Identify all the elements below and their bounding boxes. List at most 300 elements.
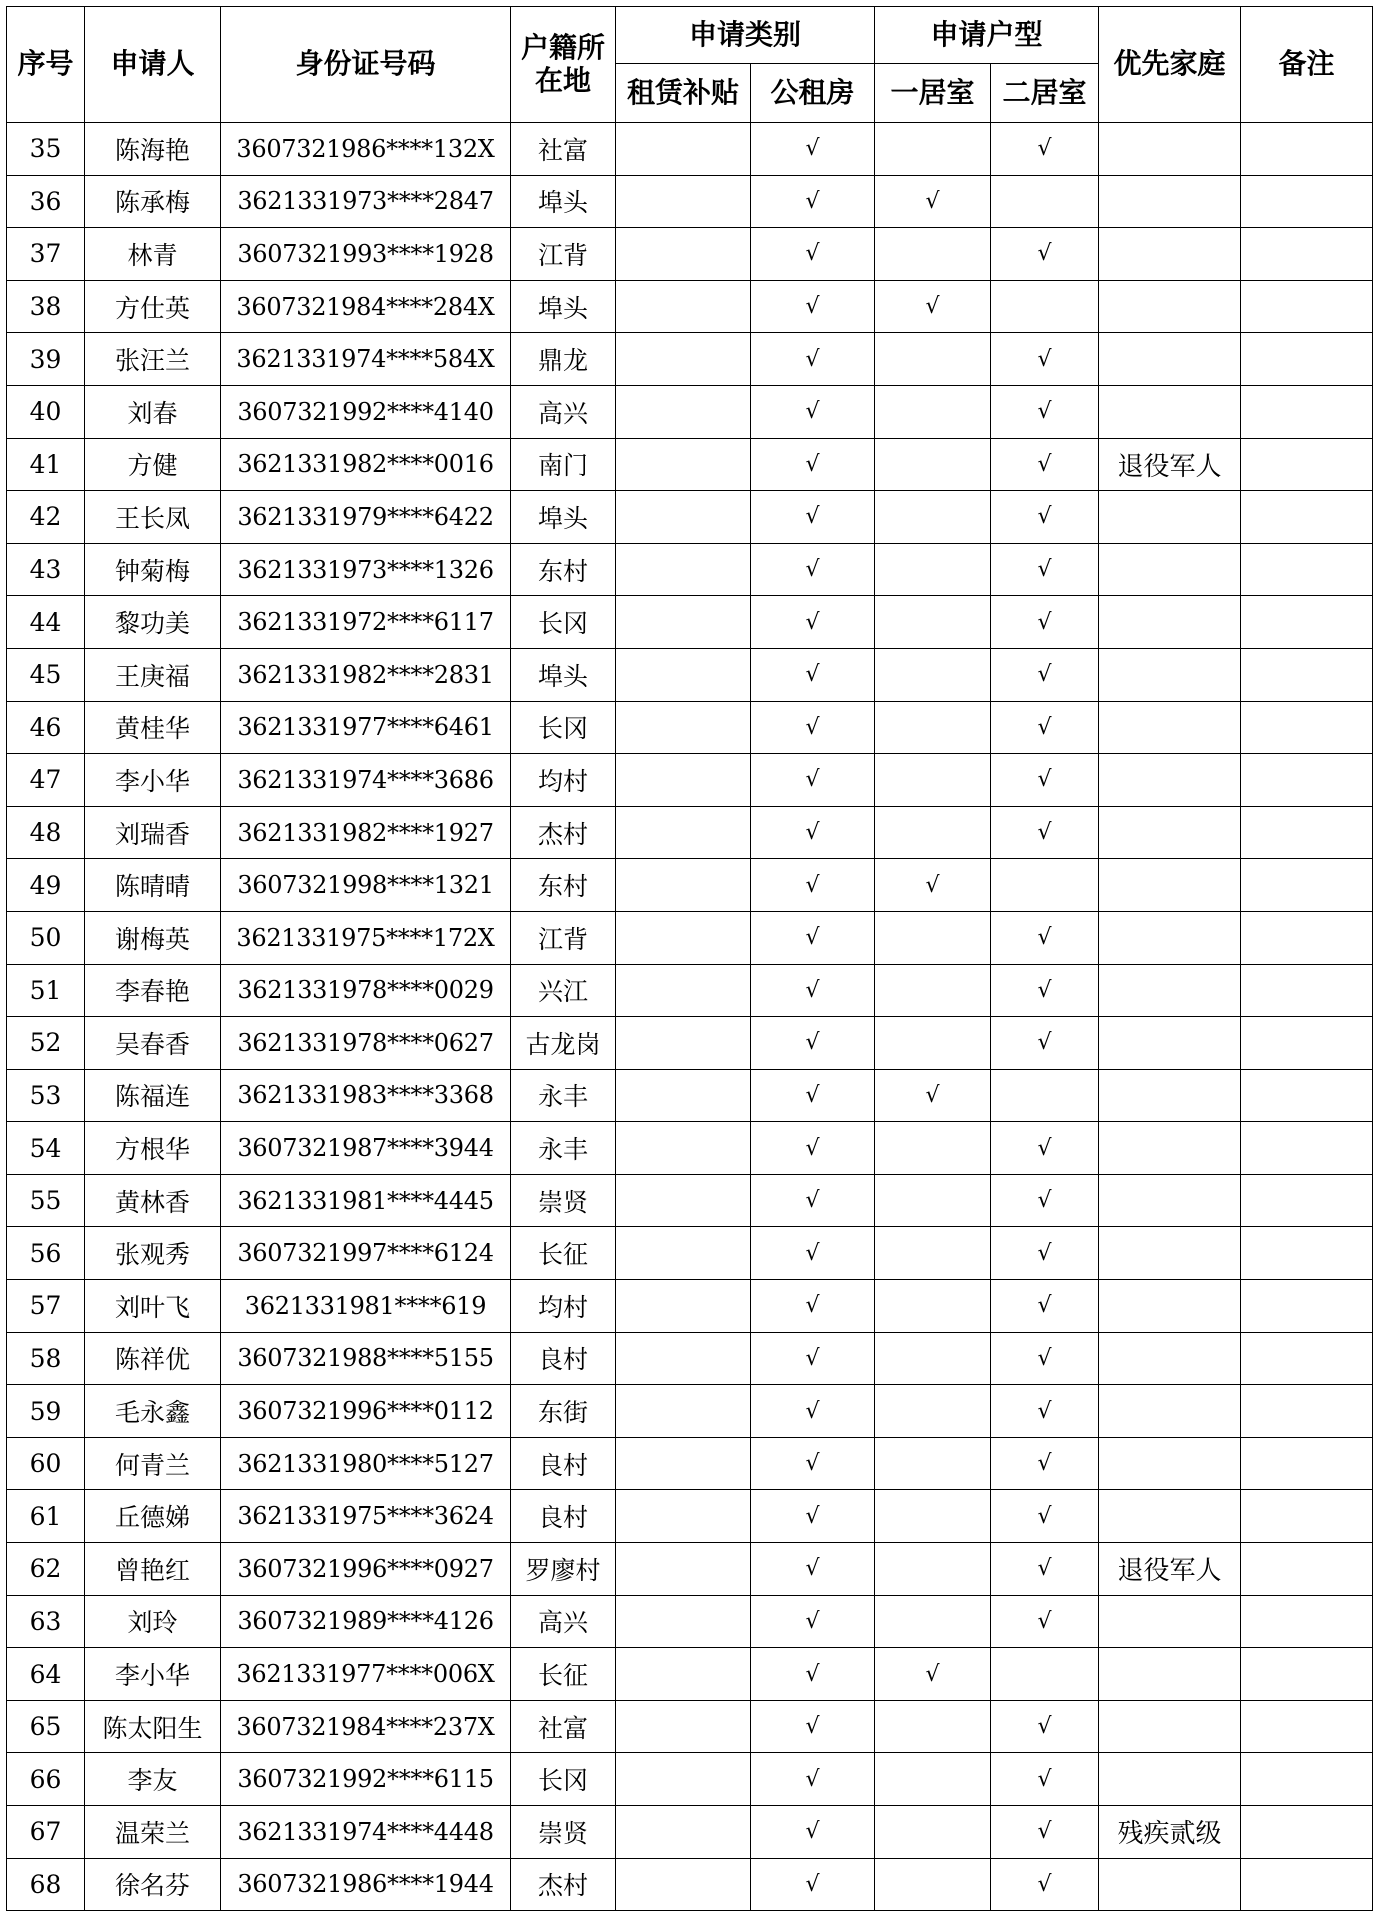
cell-id-number: 3621331978****0029 bbox=[221, 964, 511, 1017]
cell-seq: 53 bbox=[7, 1069, 85, 1122]
cell-residence: 崇贤 bbox=[511, 1174, 616, 1227]
cell-two-bedroom: √ bbox=[991, 1017, 1099, 1070]
cell-applicant: 刘春 bbox=[85, 385, 221, 438]
cell-priority bbox=[1099, 385, 1241, 438]
cell-priority bbox=[1099, 333, 1241, 386]
cell-two-bedroom: √ bbox=[991, 1753, 1099, 1806]
cell-two-bedroom: √ bbox=[991, 1122, 1099, 1175]
cell-rent-subsidy bbox=[616, 648, 751, 701]
cell-residence: 良村 bbox=[511, 1332, 616, 1385]
cell-two-bedroom: √ bbox=[991, 1858, 1099, 1911]
cell-residence: 社富 bbox=[511, 1700, 616, 1753]
cell-rent-subsidy bbox=[616, 1543, 751, 1596]
cell-residence: 兴江 bbox=[511, 964, 616, 1017]
cell-priority bbox=[1099, 1595, 1241, 1648]
cell-applicant: 林青 bbox=[85, 228, 221, 281]
cell-applicant: 刘叶飞 bbox=[85, 1280, 221, 1333]
cell-priority: 退役军人 bbox=[1099, 438, 1241, 491]
cell-rent-subsidy bbox=[616, 1753, 751, 1806]
cell-remarks bbox=[1241, 280, 1373, 333]
cell-two-bedroom: √ bbox=[991, 964, 1099, 1017]
cell-applicant: 方仕英 bbox=[85, 280, 221, 333]
cell-one-bedroom bbox=[875, 596, 991, 649]
cell-id-number: 3607321986****1944 bbox=[221, 1858, 511, 1911]
cell-remarks bbox=[1241, 1490, 1373, 1543]
cell-priority bbox=[1099, 964, 1241, 1017]
cell-priority bbox=[1099, 648, 1241, 701]
cell-one-bedroom: √ bbox=[875, 859, 991, 912]
cell-residence: 东村 bbox=[511, 859, 616, 912]
cell-residence: 杰村 bbox=[511, 806, 616, 859]
cell-applicant: 李春艳 bbox=[85, 964, 221, 1017]
cell-applicant: 曾艳红 bbox=[85, 1543, 221, 1596]
cell-public-housing: √ bbox=[751, 1648, 875, 1701]
cell-priority bbox=[1099, 228, 1241, 281]
cell-remarks bbox=[1241, 491, 1373, 544]
cell-two-bedroom: √ bbox=[991, 806, 1099, 859]
cell-rent-subsidy bbox=[616, 385, 751, 438]
cell-one-bedroom bbox=[875, 806, 991, 859]
cell-remarks bbox=[1241, 385, 1373, 438]
cell-seq: 57 bbox=[7, 1280, 85, 1333]
cell-rent-subsidy bbox=[616, 333, 751, 386]
cell-applicant: 陈晴晴 bbox=[85, 859, 221, 912]
table-row bbox=[7, 806, 1373, 859]
cell-one-bedroom bbox=[875, 1122, 991, 1175]
cell-residence: 长冈 bbox=[511, 701, 616, 754]
cell-residence: 良村 bbox=[511, 1490, 616, 1543]
cell-seq: 46 bbox=[7, 701, 85, 754]
cell-public-housing: √ bbox=[751, 754, 875, 807]
cell-public-housing: √ bbox=[751, 1753, 875, 1806]
cell-seq: 59 bbox=[7, 1385, 85, 1438]
cell-residence: 古龙岗 bbox=[511, 1017, 616, 1070]
table-row bbox=[7, 596, 1373, 649]
cell-residence: 长征 bbox=[511, 1227, 616, 1280]
cell-two-bedroom: √ bbox=[991, 1490, 1099, 1543]
cell-two-bedroom: √ bbox=[991, 491, 1099, 544]
table-row bbox=[7, 1227, 1373, 1280]
table-row bbox=[7, 1174, 1373, 1227]
cell-id-number: 3607321998****1321 bbox=[221, 859, 511, 912]
cell-remarks bbox=[1241, 1174, 1373, 1227]
cell-residence: 均村 bbox=[511, 1280, 616, 1333]
cell-one-bedroom bbox=[875, 1174, 991, 1227]
cell-one-bedroom bbox=[875, 543, 991, 596]
cell-rent-subsidy bbox=[616, 964, 751, 1017]
cell-id-number: 3621331981****619 bbox=[221, 1280, 511, 1333]
header-seq: 序号 bbox=[7, 7, 85, 123]
cell-public-housing: √ bbox=[751, 1595, 875, 1648]
cell-rent-subsidy bbox=[616, 1648, 751, 1701]
cell-priority bbox=[1099, 1858, 1241, 1911]
header-rent-subsidy: 租赁补贴 bbox=[616, 64, 751, 123]
cell-rent-subsidy bbox=[616, 1332, 751, 1385]
cell-public-housing: √ bbox=[751, 1437, 875, 1490]
cell-priority bbox=[1099, 1174, 1241, 1227]
cell-remarks bbox=[1241, 1385, 1373, 1438]
cell-public-housing: √ bbox=[751, 701, 875, 754]
cell-priority bbox=[1099, 1648, 1241, 1701]
cell-residence: 东村 bbox=[511, 543, 616, 596]
cell-residence: 长冈 bbox=[511, 596, 616, 649]
cell-priority bbox=[1099, 1069, 1241, 1122]
cell-id-number: 3621331975****172X bbox=[221, 911, 511, 964]
cell-priority bbox=[1099, 1280, 1241, 1333]
cell-public-housing: √ bbox=[751, 1543, 875, 1596]
cell-priority bbox=[1099, 123, 1241, 176]
cell-rent-subsidy bbox=[616, 806, 751, 859]
cell-applicant: 陈承梅 bbox=[85, 175, 221, 228]
cell-public-housing: √ bbox=[751, 385, 875, 438]
cell-seq: 61 bbox=[7, 1490, 85, 1543]
cell-one-bedroom bbox=[875, 1753, 991, 1806]
cell-remarks bbox=[1241, 1648, 1373, 1701]
cell-id-number: 3621331980****5127 bbox=[221, 1437, 511, 1490]
cell-public-housing: √ bbox=[751, 438, 875, 491]
cell-seq: 42 bbox=[7, 491, 85, 544]
cell-id-number: 3621331978****0627 bbox=[221, 1017, 511, 1070]
cell-public-housing: √ bbox=[751, 1490, 875, 1543]
cell-one-bedroom: √ bbox=[875, 1648, 991, 1701]
cell-one-bedroom bbox=[875, 491, 991, 544]
cell-applicant: 陈太阳生 bbox=[85, 1700, 221, 1753]
table-row bbox=[7, 1017, 1373, 1070]
cell-residence: 社富 bbox=[511, 123, 616, 176]
cell-two-bedroom: √ bbox=[991, 228, 1099, 281]
table-row bbox=[7, 1806, 1373, 1859]
cell-seq: 47 bbox=[7, 754, 85, 807]
cell-two-bedroom: √ bbox=[991, 385, 1099, 438]
cell-two-bedroom: √ bbox=[991, 596, 1099, 649]
cell-remarks bbox=[1241, 596, 1373, 649]
table-row bbox=[7, 333, 1373, 386]
cell-applicant: 张观秀 bbox=[85, 1227, 221, 1280]
cell-seq: 64 bbox=[7, 1648, 85, 1701]
cell-two-bedroom: √ bbox=[991, 1280, 1099, 1333]
cell-two-bedroom: √ bbox=[991, 1227, 1099, 1280]
cell-rent-subsidy bbox=[616, 1069, 751, 1122]
cell-two-bedroom: √ bbox=[991, 1700, 1099, 1753]
cell-rent-subsidy bbox=[616, 911, 751, 964]
table-row bbox=[7, 1700, 1373, 1753]
cell-id-number: 3621331974****584X bbox=[221, 333, 511, 386]
cell-remarks bbox=[1241, 123, 1373, 176]
cell-applicant: 李友 bbox=[85, 1753, 221, 1806]
cell-one-bedroom bbox=[875, 1595, 991, 1648]
table-row bbox=[7, 859, 1373, 912]
cell-public-housing: √ bbox=[751, 543, 875, 596]
cell-applicant: 李小华 bbox=[85, 754, 221, 807]
cell-remarks bbox=[1241, 333, 1373, 386]
table-row bbox=[7, 1437, 1373, 1490]
cell-seq: 55 bbox=[7, 1174, 85, 1227]
cell-id-number: 3621331973****1326 bbox=[221, 543, 511, 596]
table-row bbox=[7, 228, 1373, 281]
cell-seq: 56 bbox=[7, 1227, 85, 1280]
cell-two-bedroom: √ bbox=[991, 648, 1099, 701]
housing-application-table bbox=[6, 6, 1373, 1911]
cell-seq: 48 bbox=[7, 806, 85, 859]
cell-residence: 埠头 bbox=[511, 491, 616, 544]
table-row bbox=[7, 1332, 1373, 1385]
cell-remarks bbox=[1241, 1280, 1373, 1333]
cell-priority bbox=[1099, 596, 1241, 649]
cell-seq: 38 bbox=[7, 280, 85, 333]
cell-one-bedroom bbox=[875, 1332, 991, 1385]
cell-remarks bbox=[1241, 911, 1373, 964]
table-row bbox=[7, 438, 1373, 491]
cell-two-bedroom: √ bbox=[991, 1595, 1099, 1648]
cell-priority bbox=[1099, 911, 1241, 964]
cell-one-bedroom bbox=[875, 648, 991, 701]
cell-seq: 66 bbox=[7, 1753, 85, 1806]
cell-remarks bbox=[1241, 438, 1373, 491]
cell-rent-subsidy bbox=[616, 175, 751, 228]
table-row bbox=[7, 964, 1373, 1017]
cell-two-bedroom: √ bbox=[991, 754, 1099, 807]
cell-id-number: 3621331982****1927 bbox=[221, 806, 511, 859]
cell-public-housing: √ bbox=[751, 1017, 875, 1070]
cell-applicant: 陈祥优 bbox=[85, 1332, 221, 1385]
cell-one-bedroom bbox=[875, 123, 991, 176]
cell-applicant: 徐名芬 bbox=[85, 1858, 221, 1911]
cell-remarks bbox=[1241, 1227, 1373, 1280]
cell-two-bedroom: √ bbox=[991, 333, 1099, 386]
cell-remarks bbox=[1241, 228, 1373, 281]
table-row bbox=[7, 280, 1373, 333]
cell-two-bedroom: √ bbox=[991, 543, 1099, 596]
cell-applicant: 王庚福 bbox=[85, 648, 221, 701]
table-row bbox=[7, 1753, 1373, 1806]
cell-id-number: 3621331981****4445 bbox=[221, 1174, 511, 1227]
cell-remarks bbox=[1241, 1069, 1373, 1122]
cell-remarks bbox=[1241, 175, 1373, 228]
cell-remarks bbox=[1241, 754, 1373, 807]
cell-seq: 41 bbox=[7, 438, 85, 491]
cell-seq: 43 bbox=[7, 543, 85, 596]
cell-applicant: 李小华 bbox=[85, 1648, 221, 1701]
cell-rent-subsidy bbox=[616, 1437, 751, 1490]
cell-one-bedroom bbox=[875, 1437, 991, 1490]
cell-id-number: 3607321992****4140 bbox=[221, 385, 511, 438]
cell-residence: 永丰 bbox=[511, 1069, 616, 1122]
cell-rent-subsidy bbox=[616, 1806, 751, 1859]
cell-public-housing: √ bbox=[751, 1700, 875, 1753]
cell-seq: 37 bbox=[7, 228, 85, 281]
cell-residence: 崇贤 bbox=[511, 1806, 616, 1859]
table-body bbox=[7, 123, 1373, 1911]
cell-id-number: 3621331973****2847 bbox=[221, 175, 511, 228]
table-row bbox=[7, 385, 1373, 438]
cell-applicant: 钟菊梅 bbox=[85, 543, 221, 596]
cell-two-bedroom: √ bbox=[991, 123, 1099, 176]
cell-rent-subsidy bbox=[616, 1280, 751, 1333]
table-row bbox=[7, 701, 1373, 754]
cell-seq: 52 bbox=[7, 1017, 85, 1070]
cell-priority bbox=[1099, 280, 1241, 333]
cell-id-number: 3621331972****6117 bbox=[221, 596, 511, 649]
cell-applicant: 温荣兰 bbox=[85, 1806, 221, 1859]
cell-residence: 江背 bbox=[511, 228, 616, 281]
cell-residence: 鼎龙 bbox=[511, 333, 616, 386]
header-id-number: 身份证号码 bbox=[221, 7, 511, 123]
cell-one-bedroom bbox=[875, 1490, 991, 1543]
cell-remarks bbox=[1241, 806, 1373, 859]
cell-residence: 南门 bbox=[511, 438, 616, 491]
header-applicant: 申请人 bbox=[85, 7, 221, 123]
cell-rent-subsidy bbox=[616, 1490, 751, 1543]
cell-priority bbox=[1099, 754, 1241, 807]
table-row bbox=[7, 543, 1373, 596]
cell-id-number: 3621331982****2831 bbox=[221, 648, 511, 701]
cell-remarks bbox=[1241, 1332, 1373, 1385]
cell-one-bedroom bbox=[875, 911, 991, 964]
cell-applicant: 黄林香 bbox=[85, 1174, 221, 1227]
cell-remarks bbox=[1241, 701, 1373, 754]
cell-seq: 65 bbox=[7, 1700, 85, 1753]
cell-applicant: 刘瑞香 bbox=[85, 806, 221, 859]
cell-applicant: 何青兰 bbox=[85, 1437, 221, 1490]
cell-rent-subsidy bbox=[616, 1858, 751, 1911]
cell-rent-subsidy bbox=[616, 1122, 751, 1175]
cell-rent-subsidy bbox=[616, 701, 751, 754]
cell-public-housing: √ bbox=[751, 123, 875, 176]
cell-one-bedroom bbox=[875, 1227, 991, 1280]
cell-seq: 44 bbox=[7, 596, 85, 649]
cell-rent-subsidy bbox=[616, 123, 751, 176]
cell-remarks bbox=[1241, 1753, 1373, 1806]
cell-two-bedroom bbox=[991, 280, 1099, 333]
cell-id-number: 3607321986****132X bbox=[221, 123, 511, 176]
table-row bbox=[7, 1069, 1373, 1122]
cell-two-bedroom: √ bbox=[991, 1543, 1099, 1596]
cell-rent-subsidy bbox=[616, 1385, 751, 1438]
cell-one-bedroom bbox=[875, 964, 991, 1017]
cell-id-number: 3607321987****3944 bbox=[221, 1122, 511, 1175]
cell-priority bbox=[1099, 1332, 1241, 1385]
cell-public-housing: √ bbox=[751, 280, 875, 333]
cell-remarks bbox=[1241, 1437, 1373, 1490]
cell-id-number: 3621331977****006X bbox=[221, 1648, 511, 1701]
cell-applicant: 张汪兰 bbox=[85, 333, 221, 386]
cell-id-number: 3621331983****3368 bbox=[221, 1069, 511, 1122]
table-row bbox=[7, 491, 1373, 544]
cell-one-bedroom bbox=[875, 438, 991, 491]
cell-applicant: 毛永鑫 bbox=[85, 1385, 221, 1438]
header-residence: 户籍所在地 bbox=[511, 7, 616, 123]
cell-seq: 68 bbox=[7, 1858, 85, 1911]
table-row bbox=[7, 1648, 1373, 1701]
cell-residence: 高兴 bbox=[511, 385, 616, 438]
cell-applicant: 吴春香 bbox=[85, 1017, 221, 1070]
cell-rent-subsidy bbox=[616, 1227, 751, 1280]
cell-public-housing: √ bbox=[751, 806, 875, 859]
cell-seq: 51 bbox=[7, 964, 85, 1017]
table-row bbox=[7, 1858, 1373, 1911]
table-row bbox=[7, 1595, 1373, 1648]
cell-id-number: 3621331974****4448 bbox=[221, 1806, 511, 1859]
cell-seq: 50 bbox=[7, 911, 85, 964]
cell-one-bedroom bbox=[875, 385, 991, 438]
cell-residence: 埠头 bbox=[511, 175, 616, 228]
cell-priority bbox=[1099, 1490, 1241, 1543]
cell-one-bedroom bbox=[875, 1806, 991, 1859]
cell-one-bedroom bbox=[875, 701, 991, 754]
cell-public-housing: √ bbox=[751, 175, 875, 228]
table-row bbox=[7, 1122, 1373, 1175]
cell-residence: 高兴 bbox=[511, 1595, 616, 1648]
cell-two-bedroom: √ bbox=[991, 1806, 1099, 1859]
cell-priority bbox=[1099, 491, 1241, 544]
cell-rent-subsidy bbox=[616, 543, 751, 596]
cell-seq: 40 bbox=[7, 385, 85, 438]
cell-priority bbox=[1099, 806, 1241, 859]
cell-remarks bbox=[1241, 1595, 1373, 1648]
cell-rent-subsidy bbox=[616, 280, 751, 333]
cell-two-bedroom: √ bbox=[991, 438, 1099, 491]
cell-remarks bbox=[1241, 1122, 1373, 1175]
cell-one-bedroom bbox=[875, 1700, 991, 1753]
cell-public-housing: √ bbox=[751, 964, 875, 1017]
cell-id-number: 3607321996****0112 bbox=[221, 1385, 511, 1438]
cell-remarks bbox=[1241, 648, 1373, 701]
table-row bbox=[7, 1385, 1373, 1438]
cell-remarks bbox=[1241, 1858, 1373, 1911]
cell-two-bedroom bbox=[991, 859, 1099, 912]
cell-public-housing: √ bbox=[751, 228, 875, 281]
cell-priority bbox=[1099, 859, 1241, 912]
cell-residence: 均村 bbox=[511, 754, 616, 807]
cell-rent-subsidy bbox=[616, 438, 751, 491]
cell-one-bedroom: √ bbox=[875, 1069, 991, 1122]
cell-applicant: 方健 bbox=[85, 438, 221, 491]
table-row bbox=[7, 1280, 1373, 1333]
cell-seq: 49 bbox=[7, 859, 85, 912]
cell-two-bedroom: √ bbox=[991, 1385, 1099, 1438]
table-row bbox=[7, 648, 1373, 701]
cell-id-number: 3621331975****3624 bbox=[221, 1490, 511, 1543]
cell-remarks bbox=[1241, 543, 1373, 596]
cell-public-housing: √ bbox=[751, 1385, 875, 1438]
cell-applicant: 谢梅英 bbox=[85, 911, 221, 964]
cell-id-number: 3607321996****0927 bbox=[221, 1543, 511, 1596]
cell-rent-subsidy bbox=[616, 1017, 751, 1070]
cell-rent-subsidy bbox=[616, 859, 751, 912]
header-unit-type: 申请户型 bbox=[875, 7, 1099, 64]
cell-remarks bbox=[1241, 1543, 1373, 1596]
cell-applicant: 黄桂华 bbox=[85, 701, 221, 754]
cell-residence: 江背 bbox=[511, 911, 616, 964]
cell-one-bedroom bbox=[875, 333, 991, 386]
cell-applicant: 方根华 bbox=[85, 1122, 221, 1175]
cell-id-number: 3607321984****237X bbox=[221, 1700, 511, 1753]
cell-applicant: 陈海艳 bbox=[85, 123, 221, 176]
cell-residence: 杰村 bbox=[511, 1858, 616, 1911]
table-row bbox=[7, 911, 1373, 964]
cell-id-number: 3621331977****6461 bbox=[221, 701, 511, 754]
cell-priority bbox=[1099, 1437, 1241, 1490]
header-remarks: 备注 bbox=[1241, 7, 1373, 123]
cell-one-bedroom bbox=[875, 754, 991, 807]
cell-public-housing: √ bbox=[751, 1069, 875, 1122]
cell-two-bedroom: √ bbox=[991, 911, 1099, 964]
cell-two-bedroom: √ bbox=[991, 1437, 1099, 1490]
cell-priority: 残疾贰级 bbox=[1099, 1806, 1241, 1859]
cell-rent-subsidy bbox=[616, 228, 751, 281]
cell-rent-subsidy bbox=[616, 1595, 751, 1648]
cell-one-bedroom bbox=[875, 1280, 991, 1333]
